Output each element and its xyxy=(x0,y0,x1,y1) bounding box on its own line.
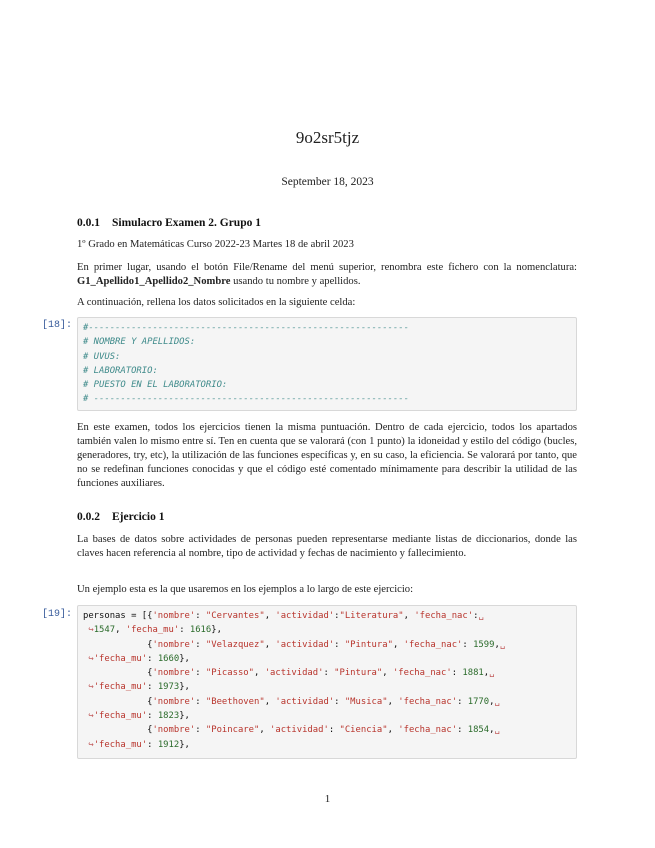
code-token: , xyxy=(259,725,271,736)
code-token: , xyxy=(264,611,276,621)
code-key: 'nombre' xyxy=(152,611,196,621)
code-token: : xyxy=(334,696,345,707)
code-token: , xyxy=(489,696,495,707)
filename-pattern: G1_Apellido1_Apellido2_Nombre xyxy=(77,276,231,287)
section-heading-simulacro xyxy=(77,217,261,229)
line-continuation-marker: ↪ xyxy=(83,682,94,693)
code-token: : xyxy=(195,668,206,679)
code-string: "Velazquez" xyxy=(205,639,265,650)
code-line xyxy=(83,723,571,737)
comment-line: # LABORATORIO: xyxy=(83,365,158,376)
code-key: 'fecha_nac' xyxy=(414,611,474,621)
code-key: 'fecha_mu' xyxy=(125,625,180,636)
code-string: "Ciencia" xyxy=(339,725,388,736)
comment-line: #------------------------------------------------------------ xyxy=(83,323,409,333)
code-token: : xyxy=(473,611,479,621)
rename-text-end: usando tu nombre y apellidos. xyxy=(230,276,361,287)
code-token: : xyxy=(195,696,206,707)
line-continuation-marker: ↪ xyxy=(83,739,94,750)
code-token: }, xyxy=(179,711,190,722)
code-token: , xyxy=(403,611,415,621)
code-key: 'fecha_nac' xyxy=(392,668,452,679)
cell-prompt-19: [19]: xyxy=(42,609,73,620)
code-token: , xyxy=(489,725,495,736)
exercise-description: La bases de datos sobre actividades de personas pueden representarse mediante listas de diccionarios, donde las claves hacen referencia al nombre, tipo de actividad y fechas de nacimiento y fallecimiento. xyxy=(77,534,577,559)
code-key: 'nombre' xyxy=(152,639,196,650)
code-key: 'nombre' xyxy=(152,696,196,707)
code-key: 'fecha_mu' xyxy=(93,711,148,722)
code-token: }, xyxy=(179,682,190,693)
rename-text-start: En primer lugar, usando el botón File/Rename del menú superior, renombra este fichero con la nomenclatura: xyxy=(77,262,577,273)
code-token: : xyxy=(457,696,468,707)
line-continuation-marker: ↪ xyxy=(83,625,94,636)
code-string: "Picasso" xyxy=(205,668,254,679)
code-token: : xyxy=(457,725,468,736)
code-key: 'actividad' xyxy=(264,668,324,679)
code-number: 1912 xyxy=(157,739,180,750)
code-line xyxy=(83,680,571,694)
section-title: Ejercicio 1 xyxy=(112,511,165,523)
code-number: 1823 xyxy=(157,711,180,722)
code-token: , xyxy=(115,625,126,636)
code-line xyxy=(83,609,571,623)
code-number: 1660 xyxy=(157,653,180,664)
code-token: { xyxy=(83,639,153,650)
code-token: : xyxy=(147,711,158,722)
code-string: "Cervantes" xyxy=(205,611,265,621)
page-number: 1 xyxy=(324,793,331,805)
code-line xyxy=(83,709,571,723)
code-key: 'fecha_nac' xyxy=(398,696,458,707)
code-line xyxy=(83,638,571,652)
code-token: personas = [{ xyxy=(83,611,153,621)
code-token: : xyxy=(328,725,340,736)
code-token: : xyxy=(195,639,206,650)
code-key: 'actividad' xyxy=(275,611,335,621)
document-date: September 18, 2023 xyxy=(281,176,374,188)
course-subtitle: 1º Grado en Matemáticas Curso 2022-23 Martes 18 de abril 2023 xyxy=(77,239,354,250)
code-number: 1616 xyxy=(189,625,212,636)
cell-prompt-18: [18]: xyxy=(42,320,73,331)
code-number: 1881 xyxy=(462,668,484,679)
code-token: , xyxy=(387,725,399,736)
code-number: 1973 xyxy=(157,682,180,693)
code-token: : xyxy=(147,739,158,750)
code-token: : xyxy=(323,668,335,679)
code-key: 'actividad' xyxy=(270,725,329,736)
code-string: "Pintura" xyxy=(344,639,393,650)
code-token: { xyxy=(83,696,153,707)
code-cell-personas[interactable] xyxy=(77,605,577,759)
code-token: : xyxy=(195,725,206,736)
comment-line: # NOMBRE Y APELLIDOS: xyxy=(83,337,196,348)
code-number: 1547 xyxy=(93,625,116,636)
code-token: }, xyxy=(211,625,222,636)
code-token: , xyxy=(264,639,276,650)
code-token: , xyxy=(264,696,276,707)
line-wrap-marker: ␣ xyxy=(494,725,500,736)
code-token: }, xyxy=(179,653,190,664)
line-wrap-marker: ␣ xyxy=(478,611,484,621)
code-token: , xyxy=(483,668,490,679)
line-wrap-marker: ␣ xyxy=(499,639,506,650)
code-line xyxy=(83,666,571,680)
code-line xyxy=(83,623,571,637)
code-cell-datos[interactable] xyxy=(77,317,577,411)
section-number: 0.0.1 xyxy=(77,217,100,229)
code-key: 'actividad' xyxy=(275,639,335,650)
code-line xyxy=(83,695,571,709)
code-line xyxy=(83,738,571,752)
code-token: , xyxy=(494,639,500,650)
code-token: : xyxy=(334,639,345,650)
code-token: }, xyxy=(179,739,190,750)
grading-instructions: En este examen, todos los ejercicios tienen la misma puntuación. Dentro de cada ejercicio, todos los apartados también valen lo mismo entre sí. Ten en cuenta que se valorará (con 1 punto) la idoneidad y estilo del código (bucles, generadores, try, etc), la utilización de las funciones específicas y, en su caso, la eficiencia. Se valorará por tanto, que no se redefinan funciones conocidas y que el código esté comentado mínimamente para describir la utilidad de las funciones auxiliares. xyxy=(77,422,577,489)
code-string: "Musica" xyxy=(344,696,388,707)
comment-line: # ----------------------------------------------------------- xyxy=(83,394,409,405)
rename-instructions xyxy=(77,261,577,289)
code-key: 'fecha_mu' xyxy=(93,682,148,693)
code-key: 'fecha_nac' xyxy=(403,639,463,650)
code-key: 'fecha_mu' xyxy=(93,739,148,750)
code-token: , xyxy=(387,696,399,707)
code-token: { xyxy=(83,668,153,679)
section-number: 0.0.2 xyxy=(77,511,100,523)
code-string: "Poincare" xyxy=(205,725,260,736)
section-heading-ejercicio-1 xyxy=(77,511,164,523)
line-continuation-marker: ↪ xyxy=(83,711,94,722)
comment-line: # PUESTO EN EL LABORATORIO: xyxy=(83,380,228,391)
code-token: : xyxy=(195,611,206,621)
code-key: 'fecha_mu' xyxy=(93,653,148,664)
code-string: "Pintura" xyxy=(334,668,383,679)
code-token: : xyxy=(147,682,158,693)
code-string: "Literatura" xyxy=(339,611,404,621)
code-number: 1854 xyxy=(467,725,490,736)
code-key: 'actividad' xyxy=(275,696,335,707)
comment-line: # UVUS: xyxy=(83,351,121,362)
document-title: 9o2sr5tjz xyxy=(295,128,360,147)
line-continuation-marker: ↪ xyxy=(83,653,94,664)
code-token: : xyxy=(334,611,340,621)
code-token: , xyxy=(392,639,404,650)
code-token: { xyxy=(83,725,153,736)
code-token: , xyxy=(382,668,393,679)
section-title: Simulacro Examen 2. Grupo 1 xyxy=(112,217,261,229)
code-token: : xyxy=(147,653,158,664)
code-key: 'nombre' xyxy=(152,668,196,679)
line-wrap-marker: ␣ xyxy=(494,696,500,707)
line-wrap-marker: ␣ xyxy=(489,668,495,679)
code-token: : xyxy=(462,639,474,650)
code-string: "Beethoven" xyxy=(205,696,265,707)
code-key: 'nombre' xyxy=(152,725,196,736)
code-token: , xyxy=(254,668,265,679)
code-number: 1770 xyxy=(467,696,490,707)
code-token: : xyxy=(451,668,463,679)
code-key: 'fecha_nac' xyxy=(398,725,458,736)
code-token: : xyxy=(179,625,190,636)
code-number: 1599 xyxy=(473,639,495,650)
example-intro: Un ejemplo esta es la que usaremos en los ejemplos a lo largo de este ejercicio: xyxy=(77,584,414,595)
fill-data-instructions: A continuación, rellena los datos solicitados en la siguiente celda: xyxy=(77,297,356,308)
code-line xyxy=(83,652,571,666)
